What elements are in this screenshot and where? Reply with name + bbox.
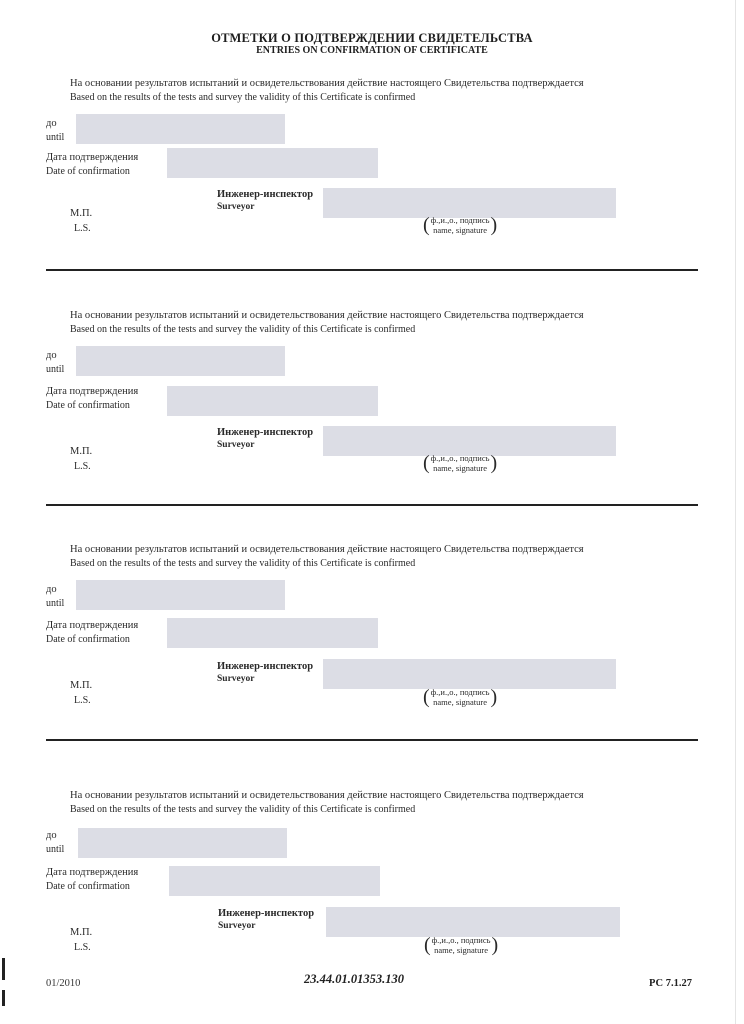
confirmation-date-field[interactable] [167, 618, 378, 648]
signature-hint-en: name, signature [433, 225, 487, 235]
seal-label-en: L.S. [74, 461, 91, 472]
section-divider [46, 504, 698, 506]
confirmation-date-field[interactable] [167, 148, 378, 178]
confirmation-date-field[interactable] [167, 386, 378, 416]
surveyor-label-ru: Инженер-инспектор [217, 427, 314, 438]
surveyor-label-en: Surveyor [217, 202, 255, 212]
basis-text-en: Based on the results of the tests and survey the validity of this Certificate is confirmed [70, 804, 416, 815]
confirmation-entry-1 [0, 78, 744, 308]
seal-label-ru: М.П. [70, 446, 93, 457]
surveyor-label-en: Surveyor [217, 674, 255, 684]
until-label-ru: до [46, 118, 57, 129]
until-label-ru: до [46, 350, 57, 361]
date-label-en: Date of confirmation [46, 634, 130, 645]
until-label-ru: до [46, 584, 57, 595]
basis-text-en: Based on the results of the tests and survey the validity of this Certificate is confirmed [70, 324, 416, 335]
signature-hint-en: name, signature [433, 697, 487, 707]
date-label-ru: Дата подтверждения [46, 620, 139, 631]
surveyor-label-ru: Инженер-инспектор [217, 189, 314, 200]
certificate-number: 23.44.01.01353.130 [304, 972, 404, 986]
until-label-en: until [46, 132, 65, 143]
signature-hint-ru: ф.,и.,о., подпись [430, 215, 490, 225]
basis-text-en: Based on the results of the tests and survey the validity of this Certificate is confirmed [70, 558, 416, 569]
page-title-en: ENTRIES ON CONFIRMATION OF CERTIFICATE [256, 45, 488, 56]
confirmation-date-field[interactable] [169, 866, 380, 896]
seal-label-ru: М.П. [70, 680, 93, 691]
signature-hint-ru: ф.,и.,о., подпись [430, 453, 490, 463]
until-date-field[interactable] [76, 114, 285, 144]
basis-text-en: Based on the results of the tests and survey the validity of this Certificate is confirmed [70, 92, 416, 103]
until-label-en: until [46, 598, 65, 609]
date-label-ru: Дата подтверждения [46, 152, 139, 163]
date-label-en: Date of confirmation [46, 166, 130, 177]
basis-text-ru: На основании результатов испытаний и освидетельствования действие настоящего Свидетельства подтверждается [70, 78, 584, 89]
until-date-field[interactable] [78, 828, 287, 858]
edition-date: 01/2010 [46, 978, 81, 989]
surveyor-label-en: Surveyor [217, 440, 255, 450]
form-code: РС 7.1.27 [649, 978, 692, 989]
until-label-en: until [46, 844, 65, 855]
date-label-en: Date of confirmation [46, 400, 130, 411]
signature-hint-ru: ф.,и.,о., подпись [431, 935, 491, 945]
signature-hint: ( ф.,и.,о., подпись name, signature ) [423, 452, 498, 474]
until-date-field[interactable] [76, 346, 285, 376]
signature-hint-ru: ф.,и.,о., подпись [430, 687, 490, 697]
seal-label-en: L.S. [74, 942, 91, 953]
surveyor-label-ru: Инженер-инспектор [217, 661, 314, 672]
seal-label-en: L.S. [74, 695, 91, 706]
date-label-ru: Дата подтверждения [46, 867, 139, 878]
section-divider [46, 269, 698, 271]
date-label-ru: Дата подтверждения [46, 386, 139, 397]
signature-hint-en: name, signature [433, 463, 487, 473]
basis-text-ru: На основании результатов испытаний и освидетельствования действие настоящего Свидетельства подтверждается [70, 310, 584, 321]
date-label-en: Date of confirmation [46, 881, 130, 892]
until-label-ru: до [46, 830, 57, 841]
signature-hint: ( ф.,и.,о., подпись name, signature ) [423, 214, 498, 236]
seal-label-ru: М.П. [70, 208, 93, 219]
surveyor-label-en: Surveyor [218, 921, 256, 931]
section-divider [46, 739, 698, 741]
seal-label-ru: М.П. [70, 927, 93, 938]
until-date-field[interactable] [76, 580, 285, 610]
basis-text-ru: На основании результатов испытаний и освидетельствования действие настоящего Свидетельства подтверждается [70, 790, 584, 801]
basis-text-ru: На основании результатов испытаний и освидетельствования действие настоящего Свидетельства подтверждается [70, 544, 584, 555]
signature-hint: ( ф.,и.,о., подпись name, signature ) [424, 934, 499, 956]
surveyor-label-ru: Инженер-инспектор [218, 908, 315, 919]
signature-hint-en: name, signature [434, 945, 488, 955]
seal-label-en: L.S. [74, 223, 91, 234]
until-label-en: until [46, 364, 65, 375]
signature-hint: ( ф.,и.,о., подпись name, signature ) [423, 686, 498, 708]
page-title-ru: ОТМЕТКИ О ПОДТВЕРЖДЕНИИ СВИДЕТЕЛЬСТВА [211, 31, 533, 45]
